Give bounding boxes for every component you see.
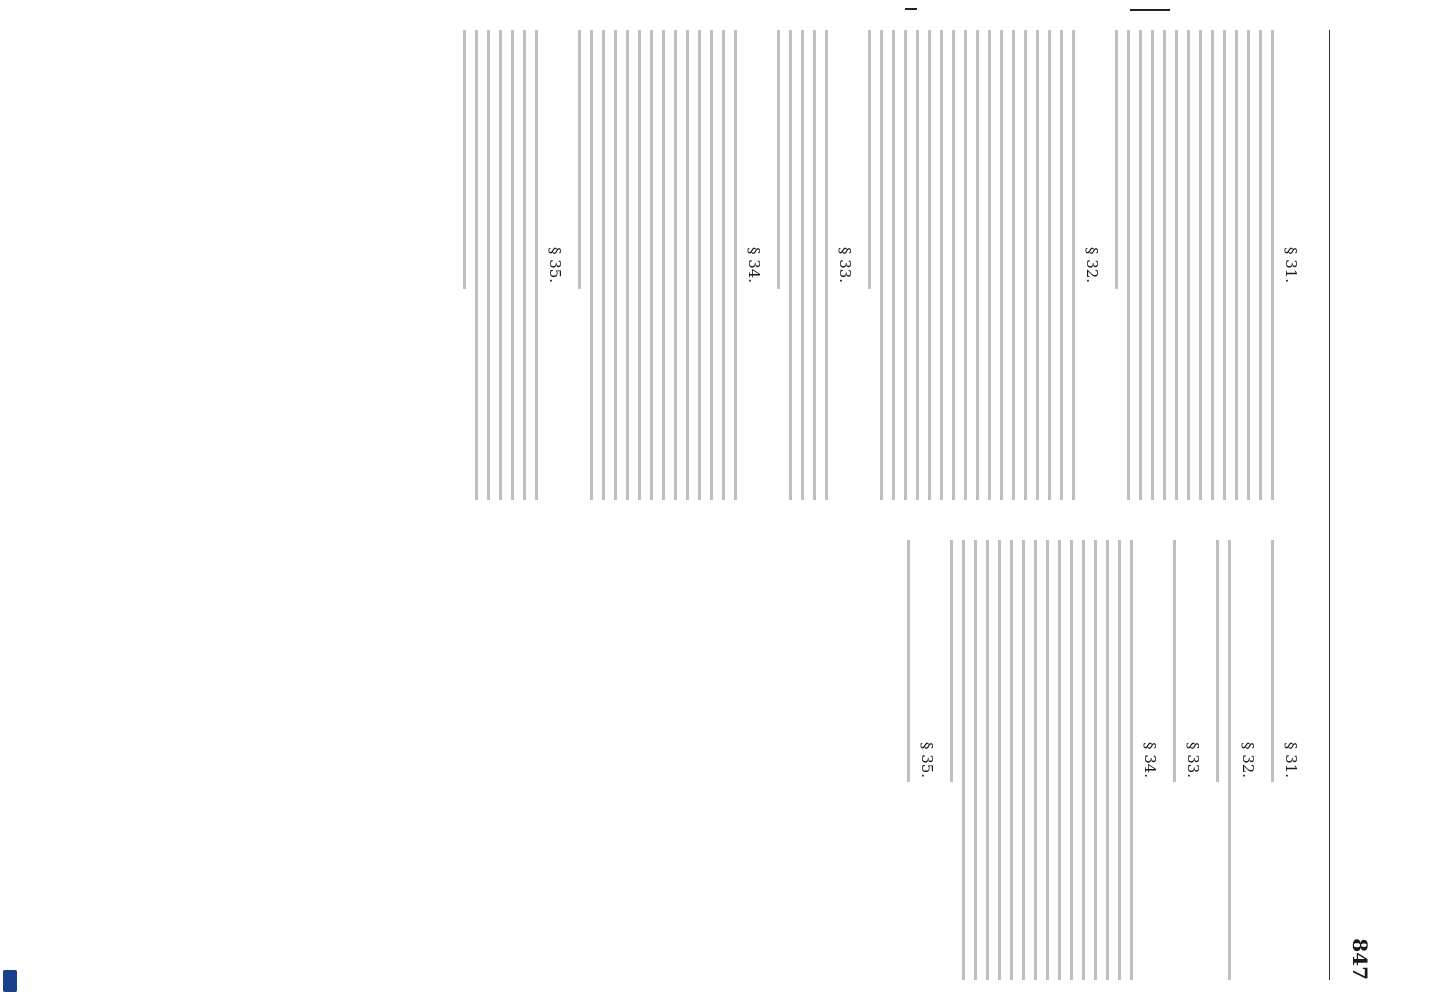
section-block xyxy=(463,30,564,500)
text-line-placeholder xyxy=(789,30,792,500)
text-line-placeholder xyxy=(1036,30,1039,500)
text-line-placeholder xyxy=(710,30,713,500)
text-line-placeholder xyxy=(1012,30,1015,500)
text-line-placeholder xyxy=(1106,540,1109,980)
text-line-placeholder xyxy=(1139,30,1142,500)
section-block xyxy=(907,540,936,980)
text-line-placeholder xyxy=(1060,30,1063,500)
text-line-placeholder xyxy=(602,30,605,500)
text-line-placeholder xyxy=(1115,30,1118,289)
section-number: § 31. xyxy=(1282,246,1300,284)
text-line-placeholder xyxy=(1082,540,1085,980)
text-line-placeholder xyxy=(487,30,490,500)
text-line-placeholder xyxy=(962,540,965,980)
text-line-placeholder xyxy=(904,30,907,500)
text-line-placeholder xyxy=(1175,30,1178,500)
text-line-placeholder xyxy=(650,30,653,500)
text-line-placeholder xyxy=(801,30,804,500)
text-line-placeholder xyxy=(662,30,665,500)
text-line-placeholder xyxy=(674,30,677,500)
text-line-placeholder xyxy=(868,30,871,289)
section-number: § 32. xyxy=(1083,246,1101,284)
section-block xyxy=(950,540,1159,980)
text-line-placeholder xyxy=(1211,30,1214,500)
text-line-placeholder xyxy=(475,30,478,500)
text-line-placeholder xyxy=(1024,30,1027,500)
text-line-placeholder xyxy=(499,30,502,500)
text-line-placeholder xyxy=(916,30,919,500)
text-line-placeholder xyxy=(1235,30,1238,500)
text-line-placeholder xyxy=(1259,30,1262,500)
text-line-placeholder xyxy=(614,30,617,500)
text-line-placeholder xyxy=(1000,30,1003,500)
section-number: § 34. xyxy=(1141,741,1159,779)
text-line-placeholder xyxy=(1130,540,1133,980)
text-line-placeholder xyxy=(698,30,701,500)
text-line-placeholder xyxy=(511,30,514,500)
text-line-placeholder xyxy=(1070,540,1073,980)
text-line-placeholder xyxy=(1034,540,1037,980)
text-line-placeholder xyxy=(463,30,466,289)
text-line-placeholder xyxy=(974,540,977,980)
text-line-placeholder xyxy=(1010,540,1013,980)
text-line-placeholder xyxy=(1048,30,1051,500)
section-block xyxy=(777,30,854,500)
section-number: § 34. xyxy=(745,246,763,284)
section-number: § 33. xyxy=(1184,741,1202,779)
section-block xyxy=(1115,30,1300,500)
text-line-placeholder xyxy=(1151,30,1154,500)
text-line-placeholder xyxy=(988,30,991,500)
text-line-placeholder xyxy=(578,30,581,289)
text-line-placeholder xyxy=(825,30,828,500)
text-line-placeholder xyxy=(907,540,910,782)
text-line-placeholder xyxy=(940,30,943,500)
text-line-placeholder xyxy=(892,30,895,500)
text-line-placeholder xyxy=(722,30,725,500)
text-line-placeholder xyxy=(535,30,538,500)
text-line-placeholder xyxy=(1094,540,1097,980)
section-number: § 31. xyxy=(1282,741,1300,779)
text-line-placeholder xyxy=(952,30,955,500)
section-block xyxy=(1216,540,1257,980)
text-line-placeholder xyxy=(523,30,526,500)
section-block xyxy=(1173,540,1202,980)
section-block xyxy=(868,30,1101,500)
text-line-placeholder xyxy=(1271,30,1274,500)
text-line-placeholder xyxy=(1046,540,1049,980)
text-line-placeholder xyxy=(777,30,780,289)
left-column xyxy=(449,30,1310,500)
text-line-placeholder xyxy=(1247,30,1250,500)
text-line-placeholder xyxy=(1058,540,1061,980)
section-number: § 32. xyxy=(1239,741,1257,779)
text-line-placeholder xyxy=(626,30,629,500)
rotated-document xyxy=(80,0,1390,1000)
text-line-placeholder xyxy=(1072,30,1075,500)
dfg-logo-icon xyxy=(3,970,17,992)
text-line-placeholder xyxy=(928,30,931,500)
text-line-placeholder xyxy=(1216,540,1219,782)
text-line-placeholder xyxy=(1118,540,1121,980)
text-line-placeholder xyxy=(964,30,967,500)
text-line-placeholder xyxy=(1199,30,1202,500)
text-line-placeholder xyxy=(1187,30,1190,500)
text-line-placeholder xyxy=(590,30,593,500)
text-line-placeholder xyxy=(998,540,1001,980)
text-line-placeholder xyxy=(1127,30,1130,500)
right-column xyxy=(893,540,1310,980)
text-line-placeholder xyxy=(1223,30,1226,500)
text-line-placeholder xyxy=(686,30,689,500)
text-line-placeholder xyxy=(950,540,953,782)
section-number: § 35. xyxy=(918,741,936,779)
section-block xyxy=(1271,540,1300,980)
text-line-placeholder xyxy=(1022,540,1025,980)
text-line-placeholder xyxy=(1163,30,1166,500)
digitization-credit xyxy=(4,10,20,990)
text-line-placeholder xyxy=(986,540,989,980)
section-number: § 35. xyxy=(546,246,564,284)
text-line-placeholder xyxy=(734,30,737,500)
page-number: 847 xyxy=(1348,938,1372,980)
text-line-placeholder xyxy=(880,30,883,500)
text-line-placeholder xyxy=(976,30,979,500)
text-line-placeholder xyxy=(1228,540,1231,980)
text-line-placeholder xyxy=(638,30,641,500)
text-line-placeholder xyxy=(813,30,816,500)
section-block xyxy=(578,30,763,500)
text-line-placeholder xyxy=(1173,540,1176,782)
section-number: § 33. xyxy=(836,246,854,284)
header-rule xyxy=(1329,30,1330,980)
text-line-placeholder xyxy=(1271,540,1274,782)
